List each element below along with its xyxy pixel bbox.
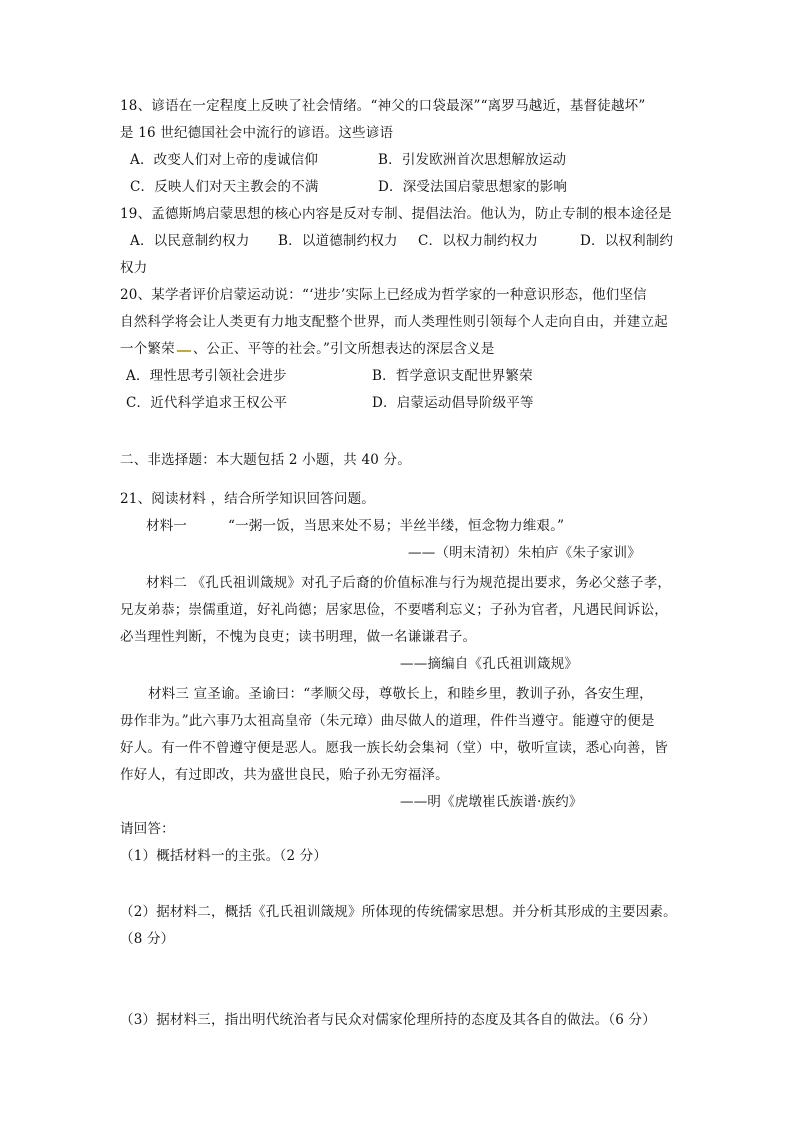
q20-stem-line3-part1: 一个繁荣 [120, 341, 175, 357]
material1-label: 材料一 [146, 518, 188, 534]
material1-source: ——（明末清初）朱柏庐《朱子家训》 [408, 545, 641, 561]
q19-stem: 19、孟德斯鸠启蒙思想的核心内容是反对专制、提倡法治。他认为，防止专制的根本途径是 [120, 206, 672, 222]
material3-line2: 毋作非为。”此六事乃太祖高皇帝（朱元璋）曲尽做人的道理，件件当遵守。能遵守的便是 [120, 713, 655, 729]
q19-option-a: A．以民意制约权力 [130, 233, 250, 249]
material2-line3: 必当理性判断，不愧为良吏；读书明理，做一名谦谦君子。 [120, 629, 477, 645]
q20-option-b: B．哲学意识支配世界繁荣 [372, 368, 533, 384]
q18-stem-line1: 18、谚语在一定程度上反映了社会情绪。“神父的口袋最深”“离罗马越近，基督徒越坏” [120, 98, 646, 114]
q19-option-b: B．以道德制约权力 [278, 233, 398, 249]
material2-line1: 材料二 《孔氏祖训箴规》对孔子后裔的价值标准与行为规范提出要求，务必父慈子孝， [146, 575, 672, 591]
material3-line4: 作好人，有过即改，共为盛世良民，贻子孙无穷福泽。 [120, 767, 449, 783]
material2-source: ——摘编自《孔氏祖训箴规》 [400, 656, 579, 672]
subquestion-1: （1）概括材料一的主张。（2 分） [120, 848, 328, 864]
q20-stem-line3 [120, 339, 495, 359]
subquestion-3: （3）据材料三，指出明代统治者与民众对儒家伦理所持的态度及其各自的做法。（6 分） [120, 1012, 656, 1028]
q19-option-d: D．以权利制约 [580, 233, 674, 249]
subquestion-2-line2: （8 分） [120, 931, 175, 947]
q18-stem-line2: 是 16 世纪德国社会中流行的谚语。这些谚语 [120, 125, 394, 141]
q18-option-d: D．深受法国启蒙思想家的影响 [378, 179, 568, 195]
material1-text: “一粥一饭，当思来处不易；半丝半缕，恒念物力维艰。” [228, 518, 565, 534]
q20-stem-line1: 20、某学者评价启蒙运动说：“‘进步’实际上已经成为哲学家的一种意识形态，他们坚信 [120, 287, 647, 303]
material3-line1: 材料三 宣圣谕。圣谕曰：“孝顺父母，尊敬长上，和睦乡里，教训子孙，各安生理， [148, 686, 653, 702]
q21-intro: 21、阅读材料 ，结合所学知识回答问题。 [120, 491, 375, 507]
q18-option-a: A．改变人们对上帝的虔诚信仰 [130, 152, 319, 168]
answer-prompt: 请回答： [120, 821, 175, 837]
q20-stem-line2: 自然科学将会让人类更有力地支配整个世界，而人类理性则引领每个人走向自由，并建立起 [120, 314, 668, 330]
material3-line3: 好人。有一件不曾遵守便是恶人。愿我一族长幼会集祠（堂）中，敬听宣读，悉心向善，皆 [120, 740, 668, 756]
material3-source: ——明《虎墩崔氏族谱·族约》 [400, 794, 583, 810]
q20-option-d: D．启蒙运动倡导阶级平等 [372, 395, 534, 411]
q20-stem-line3-part2: 、公正、平等的社会。”引文所想表达的深层含义是 [192, 341, 495, 357]
q19-option-c: C．以权力制约权力 [418, 233, 539, 249]
q18-option-c: C．反映人们对天主教会的不满 [130, 179, 319, 195]
subquestion-2-line1: （2）据材料二，概括《孔氏祖训箴规》所体现的传统儒家思想。并分析其形成的主要因素。 [120, 904, 677, 920]
q20-option-a: A．理性思考引领社会进步 [126, 368, 287, 384]
q20-option-c: C．近代科学追求王权公平 [126, 395, 288, 411]
highlight-mark [177, 350, 191, 352]
material2-line2: 兄友弟恭；崇儒重道，好礼尚德；居家思俭，不要嗜利忘义；子孙为官者，凡遇民间诉讼， [120, 602, 668, 618]
q18-option-b: B．引发欧洲首次思想解放运动 [378, 152, 567, 168]
q19-option-d-continued: 权力 [120, 260, 148, 276]
section2-heading: 二、非选择题：本大题包括 2 小题，共 40 分。 [120, 452, 411, 468]
